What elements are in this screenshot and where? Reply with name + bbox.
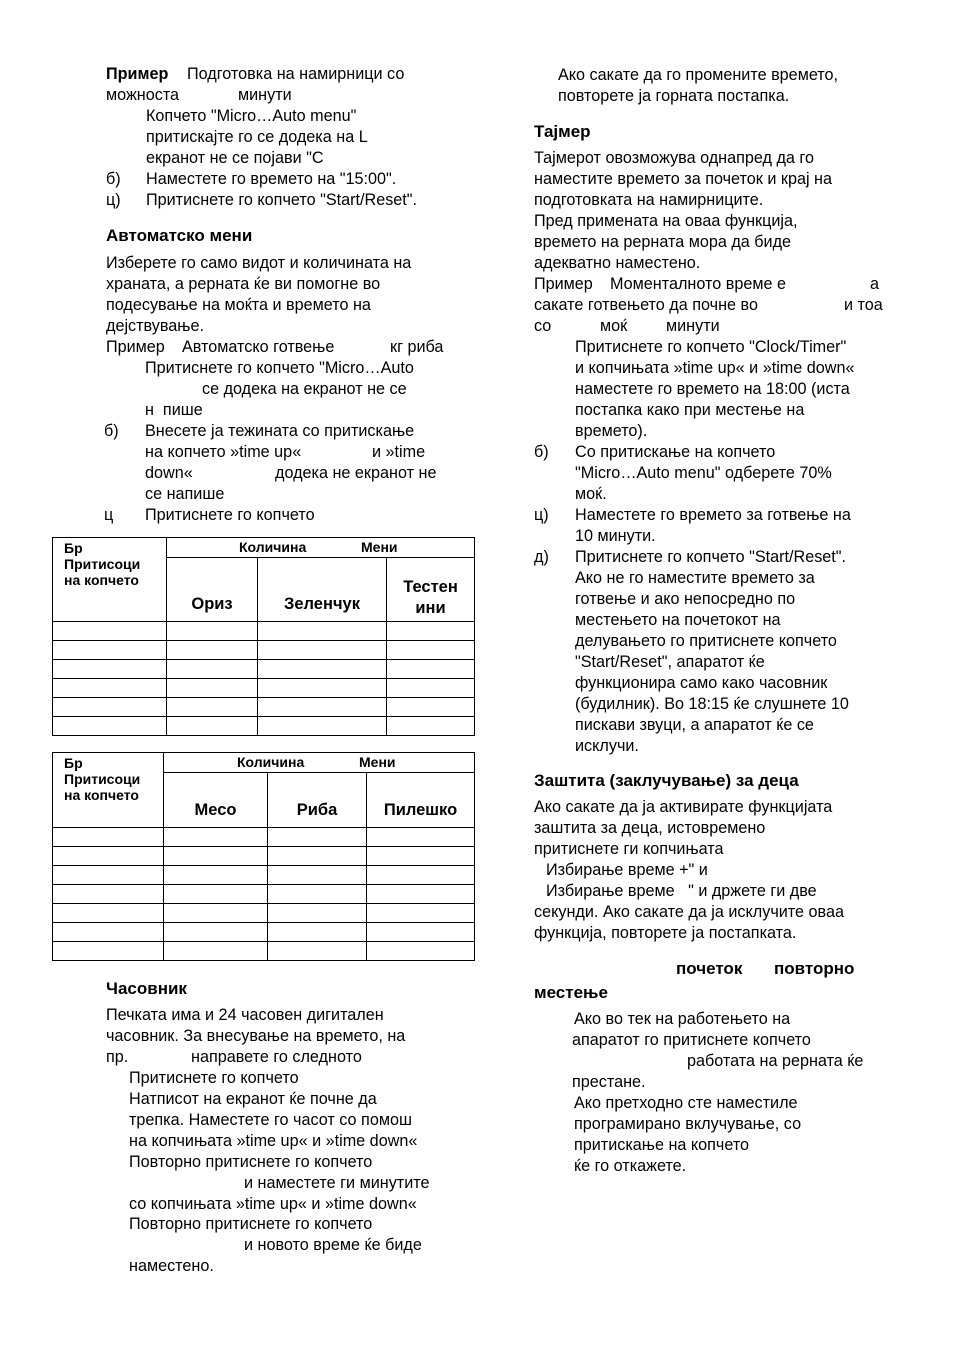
clock-step: и новото време ќе биде (244, 1236, 422, 1254)
timer-example: а (870, 275, 880, 293)
row-header-line: на копчето (64, 787, 139, 803)
auto-menu-heading: Автоматско мени (106, 226, 253, 245)
timer-example: и тоа (844, 296, 883, 314)
restart-text: работата на рерната ќе (687, 1052, 864, 1070)
timer-intro: адекватно наместено. (534, 254, 701, 272)
step-a-line: Копчето "Micro…Auto menu" (146, 107, 357, 125)
timer-step-d: Ако не го наместите времето за (575, 569, 815, 587)
example-text: Подготовка на намирници со (187, 65, 405, 83)
restart-text: Ако во тек на работењето на (574, 1010, 791, 1028)
auto-menu-intro: Изберете го само видот и количината на (106, 254, 412, 272)
child-lock-text: функција, повторете ја постапката. (534, 924, 797, 942)
clock-step: наместено. (129, 1257, 214, 1275)
timer-intro: времето на рерната мора да биде (534, 233, 792, 251)
step-b-marker: б) (106, 170, 121, 188)
timer-example: моќ (600, 317, 628, 335)
table-title-cell (164, 753, 475, 773)
column-header: Ориз (167, 558, 258, 622)
auto-step-a: н пише (145, 401, 203, 419)
timer-step-b-marker: б) (534, 443, 549, 461)
clock-step: Повторно притиснете го копчето (129, 1215, 373, 1233)
child-lock-text: Избирање време +" и (546, 861, 708, 879)
auto-step-b: додека не екранот не (275, 464, 437, 482)
restart-text: притискање на копчето (574, 1136, 750, 1154)
table-row (53, 717, 475, 736)
timer-step-b: моќ. (575, 485, 607, 503)
auto-step-c: Притиснете го копчето (145, 506, 315, 524)
restart-text: програмирано вклучување, со (574, 1115, 802, 1133)
timer-step-d: пискави звуци, а апаратот ќе се (575, 716, 814, 734)
auto-step-a: Притиснете го копчето "Micro…Auto (145, 359, 414, 377)
table-row (53, 847, 475, 866)
timer-example: со (534, 317, 552, 335)
clock-step: и наместете ги минутите (244, 1174, 430, 1192)
clock-step: Повторно притиснете го копчето (129, 1153, 373, 1171)
table-row (53, 660, 475, 679)
table-row (53, 641, 475, 660)
auto-menu-intro: дејствување. (106, 317, 204, 335)
timer-step-b: "Micro…Auto menu" одберете 70% (575, 464, 832, 482)
timer-step-c: Наместете го времето за готвење на (575, 506, 851, 524)
child-lock-text: притиснете ги копчињата (534, 840, 724, 858)
timer-step-d: "Start/Reset", апаратот ќе (575, 653, 765, 671)
restart-heading: повторно (774, 959, 855, 978)
table-title-menu: Мени (361, 539, 398, 555)
row-header-cell (53, 753, 164, 828)
clock-step: Натписот на екранот ќе почне да (129, 1090, 377, 1108)
table-title-quantity: Количина (239, 539, 307, 555)
timer-example: сакате готвењето да почне во (534, 296, 758, 314)
auto-step-b: Внесете ја тежината со притискање (145, 422, 415, 440)
auto-step-b: се напише (145, 485, 225, 503)
timer-step-c: 10 минути. (575, 527, 656, 545)
clock-text: Печката има и 24 часовен дигитален (106, 1006, 384, 1024)
timer-step-d: местењето на почетокот на (575, 611, 781, 629)
auto-step-c-marker: ц (104, 506, 114, 524)
timer-intro: Пред примената на оваа функција, (534, 212, 798, 230)
example-label: Пример (106, 65, 169, 83)
column-header: Риба (268, 773, 367, 828)
auto-step-b: down« (145, 464, 193, 482)
child-lock-text: заштита за деца, истовремено (534, 819, 766, 837)
row-header-line: на копчето (64, 572, 139, 588)
step-c-marker: ц) (106, 191, 121, 209)
clock-text: направете го следното (191, 1048, 362, 1066)
timer-step-a: времето). (575, 422, 648, 440)
clock-text: пр. (106, 1048, 129, 1066)
restart-text: Ако претходно сте наместиле (574, 1094, 798, 1112)
timer-step-a: наместете го времето на 18:00 (иста (575, 380, 850, 398)
table-row (53, 923, 475, 942)
menu-table-2 (52, 752, 475, 961)
table-row (53, 622, 475, 641)
timer-step-d: исклучи. (575, 737, 639, 755)
column-header: Тестен ини (387, 558, 475, 622)
timer-heading: Тајмер (534, 122, 591, 141)
timer-example-label: Пример (534, 275, 593, 293)
restart-text: престане. (572, 1073, 646, 1091)
table-row (53, 904, 475, 923)
row-header-line: Притисоци (64, 556, 141, 572)
menu-table-1 (52, 537, 475, 736)
auto-example-text: Автоматско готвење (182, 338, 335, 356)
clock-step: со копчињата »time up« и »time down« (129, 1195, 417, 1213)
child-lock-heading: Заштита (заклучување) за деца (534, 771, 799, 790)
timer-step-a: Притиснете го копчето "Clock/Timer" (575, 338, 847, 356)
clock-text: часовник. За внесување на времето, на (106, 1027, 406, 1045)
auto-menu-intro: подесување на моќта и времето на (106, 296, 371, 314)
row-header-cell (53, 538, 167, 622)
timer-intro: подготовката на намирниците. (534, 191, 764, 209)
restart-text: апаратот го притиснете копчето (572, 1031, 811, 1049)
timer-intro: наместите времето за почеток и крај на (534, 170, 832, 188)
auto-step-b: и »time (372, 443, 426, 461)
timer-step-d: функционира само како часовник (575, 674, 828, 692)
timer-step-d: готвење и ако непосредно по (575, 590, 796, 608)
child-lock-text: секунди. Ако сакате да ја исклучите оваа (534, 903, 844, 921)
restart-heading: местење (534, 983, 608, 1002)
column-header: Пилешко (367, 773, 475, 828)
table-row (53, 866, 475, 885)
step-b-text: Наместете го времето на "15:00". (146, 170, 397, 188)
auto-step-b-marker: б) (104, 422, 119, 440)
child-lock-text: Избирање време " и држете ги две (546, 882, 817, 900)
step-a-line: притискајте го се додека на L (146, 128, 368, 146)
timer-step-b: Со притискање на копчето (575, 443, 776, 461)
timer-intro: Тајмерот овозможува однапред да го (534, 149, 814, 167)
timer-step-a: и копчињата »time up« и »time down« (575, 359, 855, 377)
table-row (53, 942, 475, 961)
row-header-line: Бр (64, 540, 83, 556)
table-title-cell (167, 538, 475, 558)
timer-step-a: постапка како при местење на (575, 401, 805, 419)
change-time-text: Ако сакате да го промените времето, (558, 66, 839, 84)
auto-step-b: на копчето »time up« (145, 443, 302, 461)
timer-example: Моменталното време е (610, 275, 786, 293)
clock-step: трепка. Наместете го часот со помош (129, 1111, 412, 1129)
timer-step-d: (будилник). Во 18:15 ќе слушнете 10 (575, 695, 849, 713)
example-text: минути (238, 86, 292, 104)
timer-step-c-marker: ц) (534, 506, 549, 524)
step-a-line: екранот не се појави "C (146, 149, 324, 167)
row-header-line: Притисоци (64, 771, 141, 787)
auto-example-text: кг риба (390, 338, 444, 356)
table-row (53, 679, 475, 698)
clock-step: на копчињата »time up« и »time down« (129, 1132, 418, 1150)
example-text: можноста (106, 86, 180, 104)
auto-step-a: се додека на екранот не се (202, 380, 407, 398)
timer-step-d-marker: д) (534, 548, 549, 566)
table-title-quantity: Количина (237, 754, 305, 770)
auto-menu-intro: храната, а рерната ќе ви помогне во (106, 275, 381, 293)
table-row (53, 698, 475, 717)
step-c-text: Притиснете го копчето "Start/Reset". (146, 191, 418, 209)
restart-heading: почеток (676, 959, 743, 978)
timer-step-d: делувањето го притиснете копчето (575, 632, 837, 650)
restart-text: ќе го откажете. (574, 1157, 687, 1175)
timer-step-d: Притиснете го копчето "Start/Reset". (575, 548, 847, 566)
table-title-menu: Мени (359, 754, 396, 770)
auto-example-label: Пример (106, 338, 165, 356)
child-lock-text: Ако сакате да ја активирате функцијата (534, 798, 833, 816)
timer-example: минути (666, 317, 720, 335)
column-header: Месо (164, 773, 268, 828)
change-time-text: повторете ја горната постапка. (558, 87, 790, 105)
row-header-line: Бр (64, 755, 83, 771)
clock-step: Притиснете го копчето (129, 1069, 299, 1087)
column-header: Зеленчук (258, 558, 387, 622)
clock-heading: Часовник (106, 979, 187, 998)
table-row (53, 885, 475, 904)
table-row (53, 828, 475, 847)
